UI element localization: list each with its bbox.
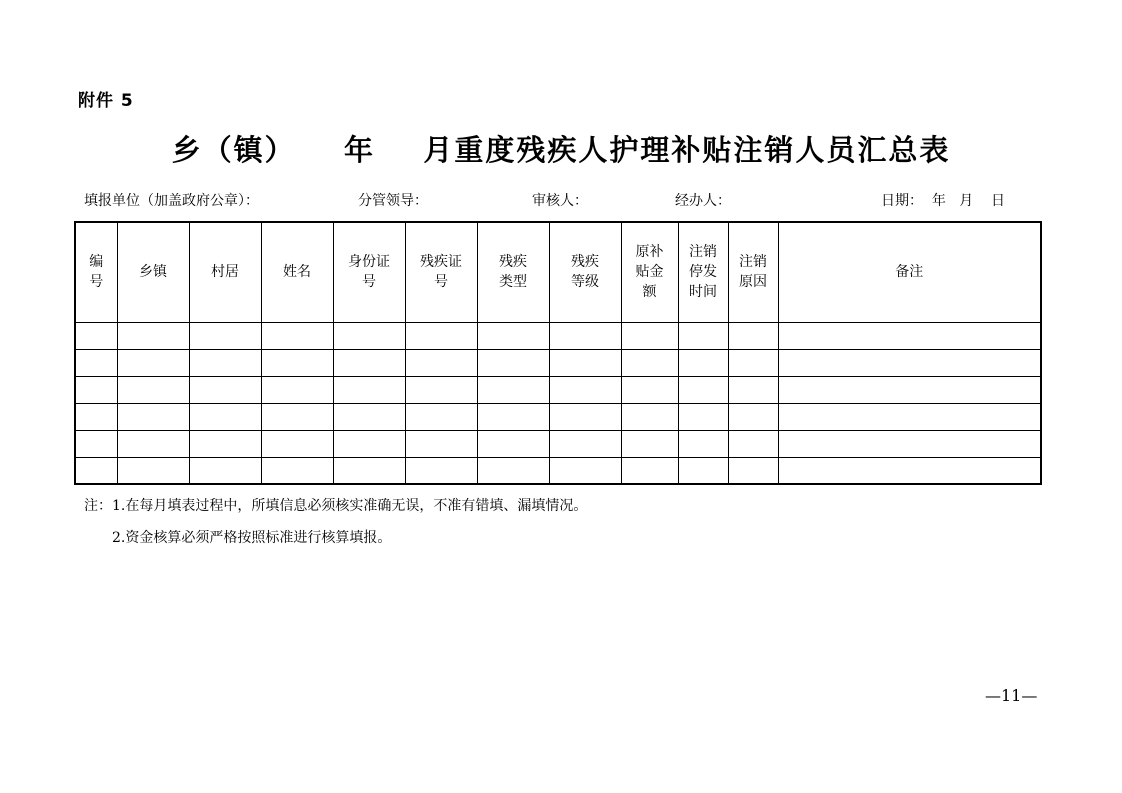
table-cell bbox=[75, 430, 117, 457]
table-cell bbox=[549, 430, 621, 457]
table-cell bbox=[477, 430, 549, 457]
table-cell bbox=[261, 322, 333, 349]
column-header: 备注 bbox=[778, 222, 1041, 322]
table-cell bbox=[778, 376, 1041, 403]
column-header: 乡镇 bbox=[117, 222, 189, 322]
table-cell bbox=[477, 376, 549, 403]
table-cell bbox=[333, 322, 405, 349]
table-cell bbox=[117, 403, 189, 430]
table-cell bbox=[117, 376, 189, 403]
table-cell bbox=[778, 430, 1041, 457]
table-cell bbox=[778, 403, 1041, 430]
table-cell bbox=[117, 457, 189, 484]
table-header-row bbox=[75, 222, 1041, 322]
table-cell bbox=[333, 349, 405, 376]
column-header: 姓名 bbox=[261, 222, 333, 322]
table-cell bbox=[621, 322, 678, 349]
column-header: 残疾 等级 bbox=[549, 222, 621, 322]
document-title: 乡（镇） 年 月重度残疾人护理补贴注销人员汇总表 bbox=[171, 133, 951, 167]
column-header: 编 号 bbox=[75, 222, 117, 322]
table-cell bbox=[117, 322, 189, 349]
attachment-label: 附件 5 bbox=[78, 91, 134, 111]
cancellation-summary-table bbox=[74, 221, 1042, 485]
table-cell bbox=[333, 403, 405, 430]
table-cell bbox=[405, 403, 477, 430]
table-cell bbox=[678, 457, 728, 484]
table-cell bbox=[189, 430, 261, 457]
table-row bbox=[75, 376, 1041, 403]
note-line-1: 注：1.在每月填表过程中，所填信息必须核实准确无误，不准有错填、漏填情况。 bbox=[84, 498, 588, 514]
table-cell bbox=[261, 376, 333, 403]
table-cell bbox=[778, 322, 1041, 349]
table-cell bbox=[728, 457, 778, 484]
table-cell bbox=[678, 376, 728, 403]
table-cell bbox=[189, 349, 261, 376]
column-header: 注销 原因 bbox=[728, 222, 778, 322]
table-cell bbox=[117, 430, 189, 457]
table-cell bbox=[549, 457, 621, 484]
table-cell bbox=[621, 457, 678, 484]
table-cell bbox=[728, 376, 778, 403]
table-row bbox=[75, 322, 1041, 349]
table-cell bbox=[678, 430, 728, 457]
table-row bbox=[75, 403, 1041, 430]
table-cell bbox=[261, 457, 333, 484]
table-cell bbox=[477, 457, 549, 484]
table-cell bbox=[477, 322, 549, 349]
column-header: 残疾证 号 bbox=[405, 222, 477, 322]
table-row bbox=[75, 457, 1041, 484]
column-header: 村居 bbox=[189, 222, 261, 322]
handler-label: 经办人： bbox=[675, 193, 731, 209]
table-row bbox=[75, 349, 1041, 376]
table-cell bbox=[549, 403, 621, 430]
table-row bbox=[75, 430, 1041, 457]
table-cell bbox=[621, 349, 678, 376]
column-header: 注销 停发 时间 bbox=[678, 222, 728, 322]
table-cell bbox=[75, 349, 117, 376]
table-cell bbox=[333, 457, 405, 484]
reviewer-label: 审核人： bbox=[532, 193, 588, 209]
date-label: 日期： 年 月 日 bbox=[881, 193, 1006, 209]
table-body bbox=[75, 322, 1041, 484]
table-cell bbox=[549, 349, 621, 376]
table-cell bbox=[261, 430, 333, 457]
table-cell bbox=[75, 457, 117, 484]
note-line-2: 2.资金核算必须严格按照标准进行核算填报。 bbox=[112, 530, 392, 546]
table-cell bbox=[75, 376, 117, 403]
table-cell bbox=[333, 430, 405, 457]
table-cell bbox=[477, 403, 549, 430]
table-cell bbox=[405, 349, 477, 376]
table-cell bbox=[405, 430, 477, 457]
table-cell bbox=[75, 403, 117, 430]
table-cell bbox=[728, 430, 778, 457]
table-cell bbox=[678, 322, 728, 349]
page-number: —11— bbox=[985, 686, 1038, 705]
table-cell bbox=[549, 322, 621, 349]
table-cell bbox=[728, 349, 778, 376]
table-cell bbox=[678, 403, 728, 430]
table-cell bbox=[621, 376, 678, 403]
fill-unit-label: 填报单位（加盖政府公章）： bbox=[84, 193, 259, 209]
table-cell bbox=[477, 349, 549, 376]
table-cell bbox=[333, 376, 405, 403]
table-cell bbox=[189, 403, 261, 430]
column-header: 身份证 号 bbox=[333, 222, 405, 322]
table-cell bbox=[75, 322, 117, 349]
column-header: 残疾 类型 bbox=[477, 222, 549, 322]
table-cell bbox=[621, 430, 678, 457]
table-cell bbox=[261, 349, 333, 376]
table-cell bbox=[728, 403, 778, 430]
leader-label: 分管领导： bbox=[358, 193, 428, 209]
table-cell bbox=[405, 457, 477, 484]
table-cell bbox=[405, 322, 477, 349]
table-cell bbox=[728, 322, 778, 349]
column-header: 原补 贴金 额 bbox=[621, 222, 678, 322]
table-cell bbox=[189, 376, 261, 403]
table-cell bbox=[405, 376, 477, 403]
table-cell bbox=[261, 403, 333, 430]
table-cell bbox=[117, 349, 189, 376]
table-cell bbox=[549, 376, 621, 403]
table-cell bbox=[778, 349, 1041, 376]
table-cell bbox=[189, 322, 261, 349]
table-cell bbox=[778, 457, 1041, 484]
table-cell bbox=[678, 349, 728, 376]
table-cell bbox=[189, 457, 261, 484]
table-cell bbox=[621, 403, 678, 430]
